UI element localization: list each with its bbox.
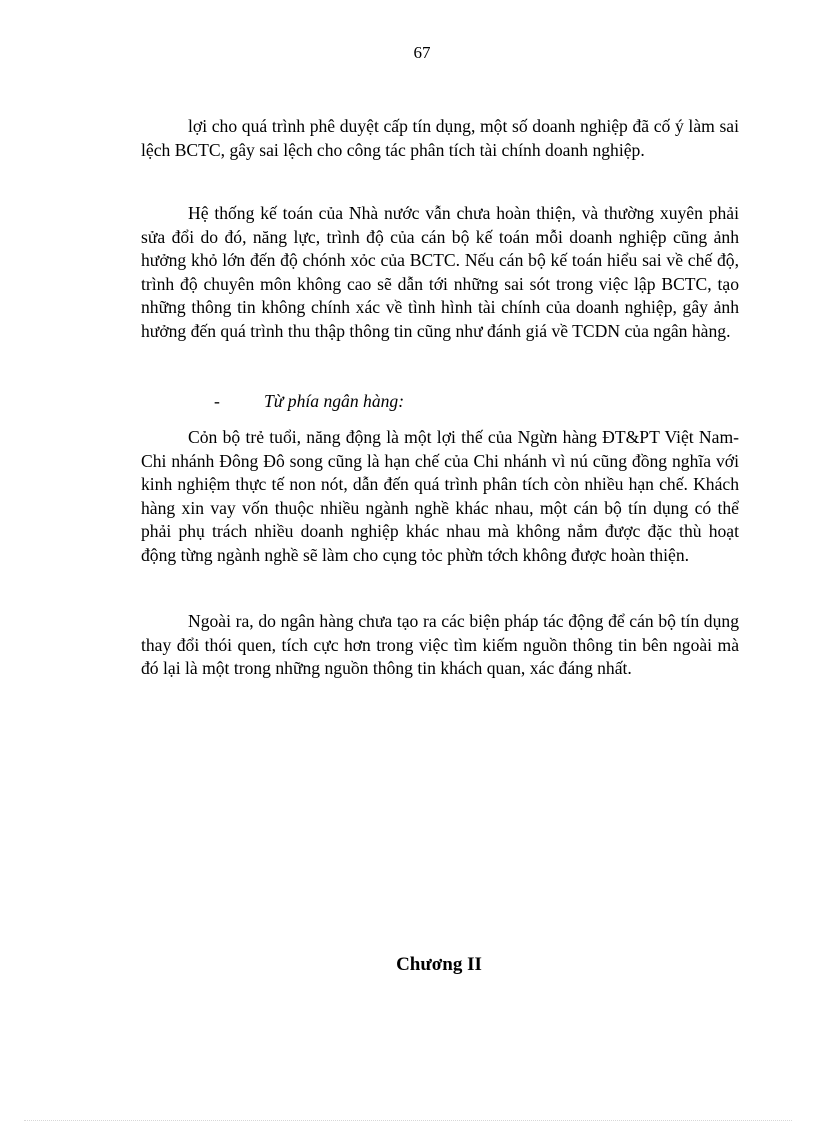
page-bottom-divider [24,1120,792,1121]
paragraph-2: Hệ thống kế toán của Nhà nước vẫn chưa hoàn thiện, và thường xuyên phải sửa đổi do đó, năng lực, trình độ của cán bộ kế toán mỗi doanh nghiệp cũng ảnh hưởng khỏ lớn đến độ chónh xỏc của BCTC. Nếu cán bộ kế toán hiểu sai về chế độ, trình độ chuyên môn không cao sẽ dẫn tới những sai sót trong việc lập BCTC, tạo những thông tin không chính xác về tình hình tài chính của doanh nghiệp, gây ảnh hưởng đến quá trình thu thập thông tin cũng như đánh giá về TCDN của ngân hàng. [141,203,739,341]
page-number: 67 [413,43,431,62]
bullet-marker: - [214,391,220,411]
chapter-heading: Chương II [396,954,482,975]
bullet-label: Từ phía ngân hàng: [264,391,405,411]
paragraph-3: Cỏn bộ trẻ tuổi, năng động là một lợi thế của Ngừn hàng ĐT&PT Việt Nam- Chi nhánh Đông Đô song cũng là hạn chế của Chi nhánh vì nú cũng đồng nghĩa với kinh nghiệm thực tế non nót, dẫn đến quá trình phân tích còn nhiều hạn chế. Khách hàng xin vay vốn thuộc nhiều ngành nghề khác nhau, một cán bộ tín dụng có thể phải phụ trách nhiều doanh nghiệp khác nhau mà không nắm được đặc thù hoạt động từng ngành nghề sẽ làm cho cụng tỏc phừn tớch không được hoàn thiện. [141,427,739,565]
paragraph-4: Ngoài ra, do ngân hàng chưa tạo ra các biện pháp tác động để cán bộ tín dụng thay đổi thói quen, tích cực hơn trong việc tìm kiếm nguồn thông tin bên ngoài mà đó lại là một trong những nguồn thông tin khách quan, xác đáng nhất. [141,611,739,678]
bullet-item [214,390,404,414]
paragraph-1: lợi cho quá trình phê duyệt cấp tín dụng, một số doanh nghiệp đã cố ý làm sai lệch BCTC, gây sai lệch cho công tác phân tích tài chính doanh nghiệp. [141,116,739,160]
